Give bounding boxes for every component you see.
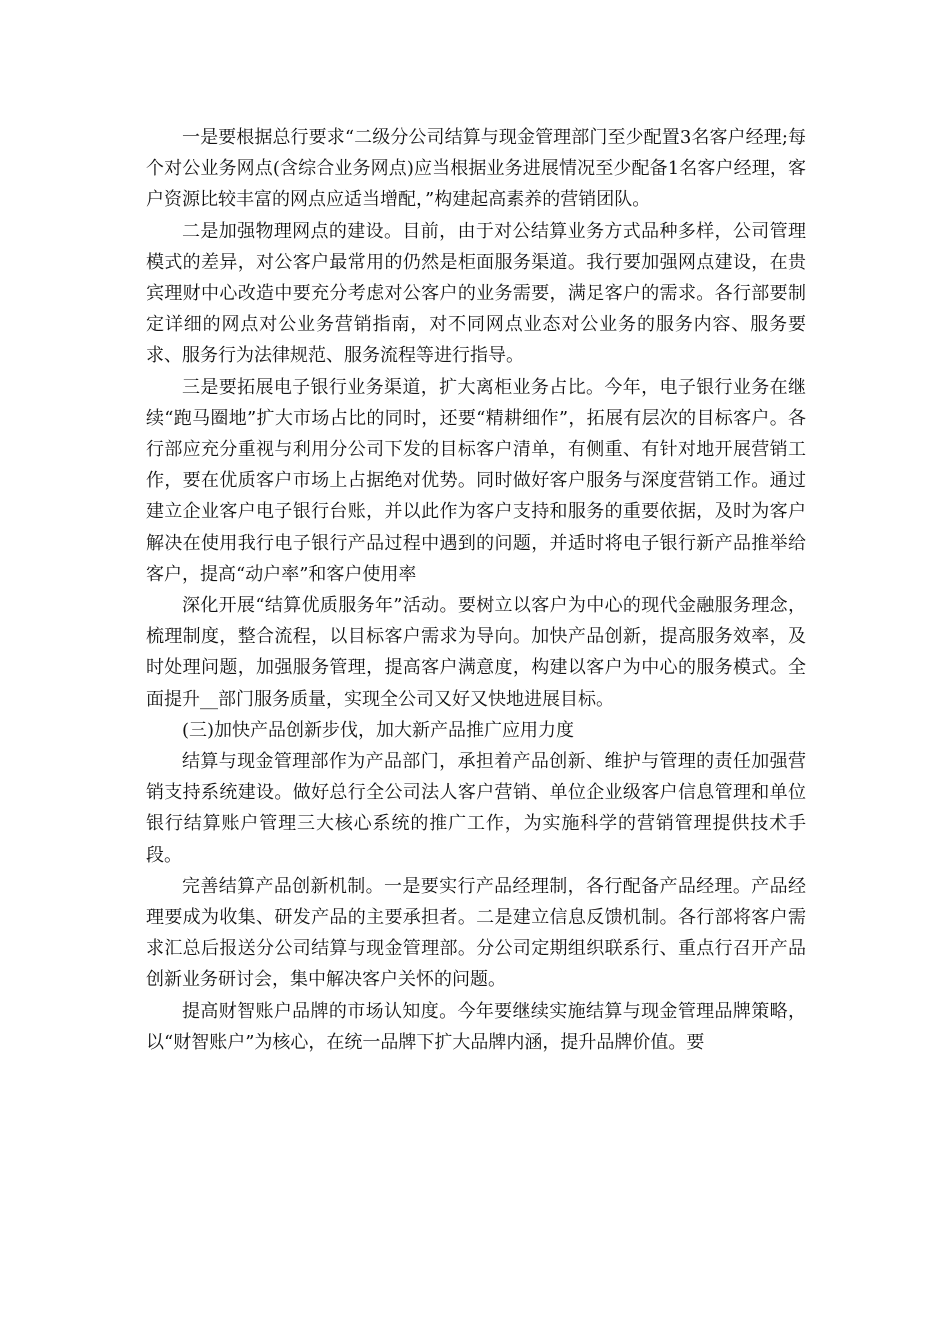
paragraph-brand-awareness: 提高财智账户品牌的市场认知度。今年要继续实施结算与现金管理品牌策略，以“财智账户”为核心，在统一品牌下扩大品牌内涵，提升品牌价值。要 [146,1000,806,1053]
paragraph-innovation-mechanism: 完善结算产品创新机制。一是要实行产品经理制，各行配备产品经理。产品经理要成为收集、研发产品的主要承担者。二是建立信息反馈机制。各行部将客户需求汇总后报送分公司结算与现金管理部。分公司定期组织联系行、重点行召开产品创新业务研讨会，集中解决客户关怀的问题。 [146,875,806,991]
paragraph-staffing: 一是要根据总行要求“二级分公司结算与现金管理部门至少配置3名客户经理;每个对公业务网点(含综合业务网点)应当根据业务进展情况至少配备1名客户经理，客户资源比较丰富的网点应适当增配，”构建起高素养的营销团队。 [146,127,806,211]
paragraph-marketing-support: 结算与现金管理部作为产品部门，承担着产品创新、维护与管理的责任加强营销支持系统建设。做好总行全公司法人客户营销、单位企业级客户信息管理和单位银行结算账户管理三大核心系统的推广工作，为实施科学的营销管理提供技术手段。 [146,751,806,866]
document-body [146,122,806,1058]
section-heading-product-innovation: (三)加快产品创新步伐，加大新产品推广应用力度 [182,719,575,741]
paragraph-e-banking: 三是要拓展电子银行业务渠道，扩大离柜业务占比。今年，电子银行业务在继续“跑马圈地”扩大市场占比的同时，还要“精耕细作”，拓展有层次的目标客户。各行部应充分重视与利用分公司下发的目标客户清单，有侧重、有针对地开展营销工作，要在优质客户市场上占据绝对优势。同时做好客户服务与深度营销工作。通过建立企业客户电子银行台账，并以此作为客户支持和服务的重要依据，及时为客户解决在使用我行电子银行产品过程中遇到的问题，并适时将电子银行新产品推举给客户，提高“动户率”和客户使用率 [146,376,806,585]
paragraph-branch-outlets: 二是加强物理网点的建设。目前，由于对公结算业务方式品种多样，公司管理模式的差异，对公客户最常用的仍然是柜面服务渠道。我行要加强网点建设，在贵宾理财中心改造中要充分考虑对公客户的业务需要，满足客户的需求。各行部要制定详细的网点对公业务营销指南，对不同网点业态对公业务的服务内容、服务要求、服务行为法律规范、服务流程等进行指导。 [146,220,806,367]
paragraph-quality-service-year: 深化开展“结算优质服务年”活动。要树立以客户为中心的现代金融服务理念，梳理制度，整合流程，以目标客户需求为导向。加快产品创新，提高服务效率，及时处理问题，加强服务管理，提高客户满意度，构建以客户为中心的服务模式。全面提升__部门服务质量，实现全公司又好又快地进展目标。 [146,595,806,710]
